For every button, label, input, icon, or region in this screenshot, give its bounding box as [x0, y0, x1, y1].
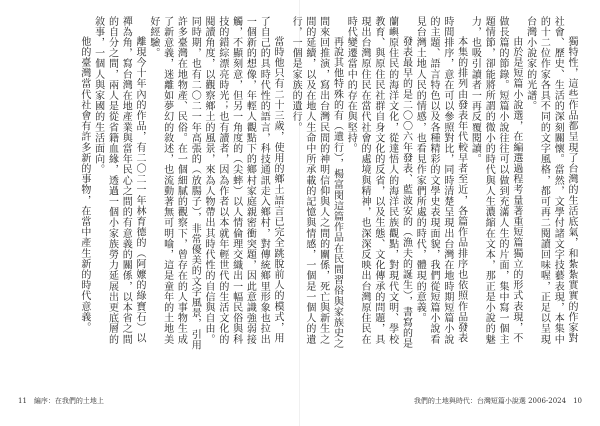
right-paragraph-3: 本集的排列由發表年代較早者至近，各篇作品排序也依照作品發表時間排序，意在可以參照對比，同時清楚呈現出台灣在地時期短篇小說的主題、語言特色以及各種精彩的文學史表現面貌，我們從短篇小說看見台灣土地人民的情感，也看見作家們所處的時代，體現的意義。	[414, 16, 467, 345]
left-page-text	[22, 16, 284, 352]
right-page-text	[290, 16, 578, 352]
right-paragraph-2: 由於是短篇小說選，在編選過程考量著重短篇獨立的形式表現，不做長篇的節錄。短篇小說往往可以做到充滿人生的片面，集中寫一個主題情節，卻能將所謂的微小的時代與人生濃縮在文本，那正是小說的魅力，也吸引讀者一再反覆閱讀。	[469, 16, 522, 345]
right-page	[290, 0, 600, 426]
left-paragraph-3: 他的臺灣當代社會有許多新的事物，在當中產生新的時代意義。	[78, 36, 90, 333]
left-page-footer: 11 編序：在我們的土地上	[18, 397, 104, 405]
left-paragraph-1: 當時他只有二十三歲，使用的鄉土語言已完全跳脫前人的模式，用了自己的具時代性的語言，科技通訊走入鄉村，對傳統鄉里形象也拉出一個新的想像，年輕人觀點下的鄉村家庭親密衝突題，因此意識強弱接觸，不顯刻意，但另一角度的（尖蟀）以人情倫理交織出一幅民俗與科技的錯綜漂亮時光；也有讀者，因為作者以本就年輕世代的生活文化的閱讀角度，以觀察鄉土的風景，來為人物帶出其時代性的自信與自由。同時期，也有二〇二一年高張的（放腸子），非常優美的文字風景，引用許多臺灣在地物產、民俗。在一個細膩的觀察下，曾存在的人事物生成了新意義，迷離如夢幻的敘述，也流動著無可明喻，這是童年的土地美好經驗。	[147, 16, 283, 351]
right-page-footer: 我們的土地與時代：台灣短篇小說選 2006-2024 10	[413, 397, 582, 405]
right-paragraph-1: 獨特性，這些作品都呈現了台灣的生活底氣，和紮紮實實的作家對社會、歷史、生活的深刻關懷。當然，文學付諸文字技藝表現，本集中的十二位作家各具不同的文字風格，都可再二閱讀回味喔，正足以呈現台灣小說家的光譜。	[524, 16, 577, 345]
right-paragraph-5: 再說其他特殊的有（遺行），楊富閔這篇作品在民間習俗與家族史之間來回推演，寫出台灣民間的神明信仰與人之間的關係，死亡與新生之間的延續，以及在地人生命中所承載的記憶與情感，一個是一個人的遺行，一個是家族的遺行。	[290, 16, 343, 349]
left-paragraph-2: 離現今十年內的作品，有二〇二一年林育德的（阿嬤的綠寶石）以禪為角，寫台灣在地產業與當年民心之間的有意義的關係，以本省之間的自分之間，兩人是從省籍血緣，透過一個小家族勞力延展出更底層的敘事，一個人與家國的生活面向。	[92, 16, 146, 345]
right-paragraph-4: 發表最早的是二〇〇六年發表、藍波安的（漁夫的誕生），書寫的是蘭嶼原住民的海洋文化，從達悟人的海洋民族觀點，對現代文明、學校教育、與原住民社群自身文化的反省，以及生態、文化傳承的問題，具現出台灣原住民在當代社會的處境與精神，也深深反映出台灣原住民在時代變遷當中的存在與堅持。	[345, 16, 412, 349]
